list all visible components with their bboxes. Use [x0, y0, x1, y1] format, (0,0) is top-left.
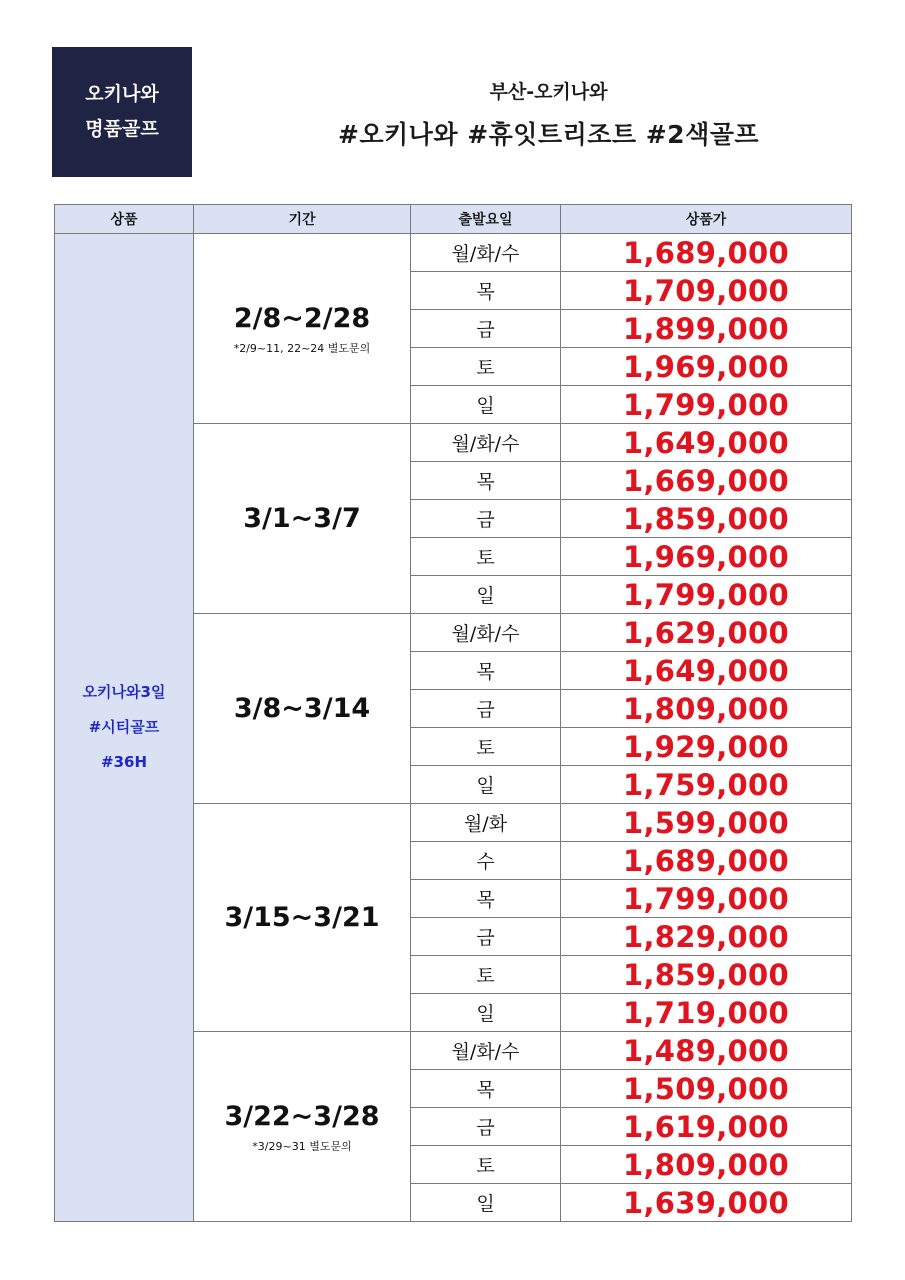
period-range: 3/22~3/28 — [224, 1100, 380, 1132]
period-note: *2/9~11, 22~24 별도문의 — [233, 341, 371, 355]
departure-day: 목 — [411, 880, 561, 918]
badge-line-2: 명품골프 — [85, 118, 159, 140]
hashtag-title: #오키나와 #휴잇트리조트 #2색골프 — [337, 120, 760, 149]
departure-day: 월/화/수 — [411, 1032, 561, 1070]
price-value: 1,899,000 — [561, 310, 852, 348]
period-range: 2/8~2/28 — [233, 302, 371, 334]
departure-day: 토 — [411, 728, 561, 766]
price-value: 1,489,000 — [561, 1032, 852, 1070]
price-value: 1,639,000 — [561, 1184, 852, 1222]
price-value: 1,689,000 — [561, 842, 852, 880]
departure-day: 목 — [411, 1070, 561, 1108]
period-cell — [194, 614, 411, 804]
departure-day: 금 — [411, 310, 561, 348]
price-value: 1,629,000 — [561, 614, 852, 652]
product-tag-holes: #36H — [101, 753, 147, 771]
period-range: 3/1~3/7 — [243, 502, 361, 534]
departure-day: 금 — [411, 1108, 561, 1146]
departure-day: 월/화 — [411, 804, 561, 842]
departure-day: 월/화/수 — [411, 234, 561, 272]
price-value: 1,649,000 — [561, 652, 852, 690]
price-value: 1,719,000 — [561, 994, 852, 1032]
price-value: 1,859,000 — [561, 500, 852, 538]
departure-day: 일 — [411, 766, 561, 804]
price-value: 1,969,000 — [561, 348, 852, 386]
product-name: 오키나와3일 — [82, 683, 166, 701]
route-subtitle: 부산-오키나와 — [489, 81, 608, 103]
period-range: 3/8~3/14 — [233, 692, 371, 724]
product-tag-golf: #시티골프 — [88, 718, 160, 736]
departure-day: 금 — [411, 690, 561, 728]
price-value: 1,619,000 — [561, 1108, 852, 1146]
departure-day: 금 — [411, 500, 561, 538]
price-value: 1,799,000 — [561, 880, 852, 918]
price-value: 1,509,000 — [561, 1070, 852, 1108]
departure-day: 월/화/수 — [411, 614, 561, 652]
departure-day: 토 — [411, 1146, 561, 1184]
period-cell — [194, 234, 411, 424]
departure-day: 토 — [411, 538, 561, 576]
price-value: 1,929,000 — [561, 728, 852, 766]
period-range: 3/15~3/21 — [224, 901, 380, 933]
period-cell — [194, 804, 411, 1032]
price-value: 1,599,000 — [561, 804, 852, 842]
departure-day: 일 — [411, 576, 561, 614]
product-cell — [55, 234, 194, 1222]
departure-day: 토 — [411, 348, 561, 386]
col-header-departure-day: 출발요일 — [411, 205, 561, 234]
departure-day: 일 — [411, 1184, 561, 1222]
col-header-period: 기간 — [194, 205, 411, 234]
departure-day: 일 — [411, 386, 561, 424]
period-cell — [194, 424, 411, 614]
col-header-price: 상품가 — [561, 205, 852, 234]
departure-day: 월/화/수 — [411, 424, 561, 462]
departure-day: 목 — [411, 272, 561, 310]
departure-day: 목 — [411, 652, 561, 690]
price-value: 1,799,000 — [561, 386, 852, 424]
price-table — [54, 204, 852, 1222]
price-value: 1,859,000 — [561, 956, 852, 994]
product-badge — [52, 47, 192, 177]
price-value: 1,809,000 — [561, 690, 852, 728]
period-cell — [194, 1032, 411, 1222]
price-value: 1,799,000 — [561, 576, 852, 614]
price-value: 1,709,000 — [561, 272, 852, 310]
price-value: 1,689,000 — [561, 234, 852, 272]
table-header-row — [55, 205, 852, 234]
price-value: 1,969,000 — [561, 538, 852, 576]
departure-day: 목 — [411, 462, 561, 500]
price-value: 1,669,000 — [561, 462, 852, 500]
departure-day: 수 — [411, 842, 561, 880]
price-value: 1,649,000 — [561, 424, 852, 462]
departure-day: 일 — [411, 994, 561, 1032]
price-value: 1,829,000 — [561, 918, 852, 956]
period-note: *3/29~31 별도문의 — [252, 1139, 352, 1153]
table-row — [55, 234, 852, 272]
badge-line-1: 오키나와 — [85, 83, 159, 105]
price-table-body — [55, 234, 852, 1222]
col-header-product: 상품 — [55, 205, 194, 234]
departure-day: 토 — [411, 956, 561, 994]
price-value: 1,759,000 — [561, 766, 852, 804]
price-value: 1,809,000 — [561, 1146, 852, 1184]
departure-day: 금 — [411, 918, 561, 956]
